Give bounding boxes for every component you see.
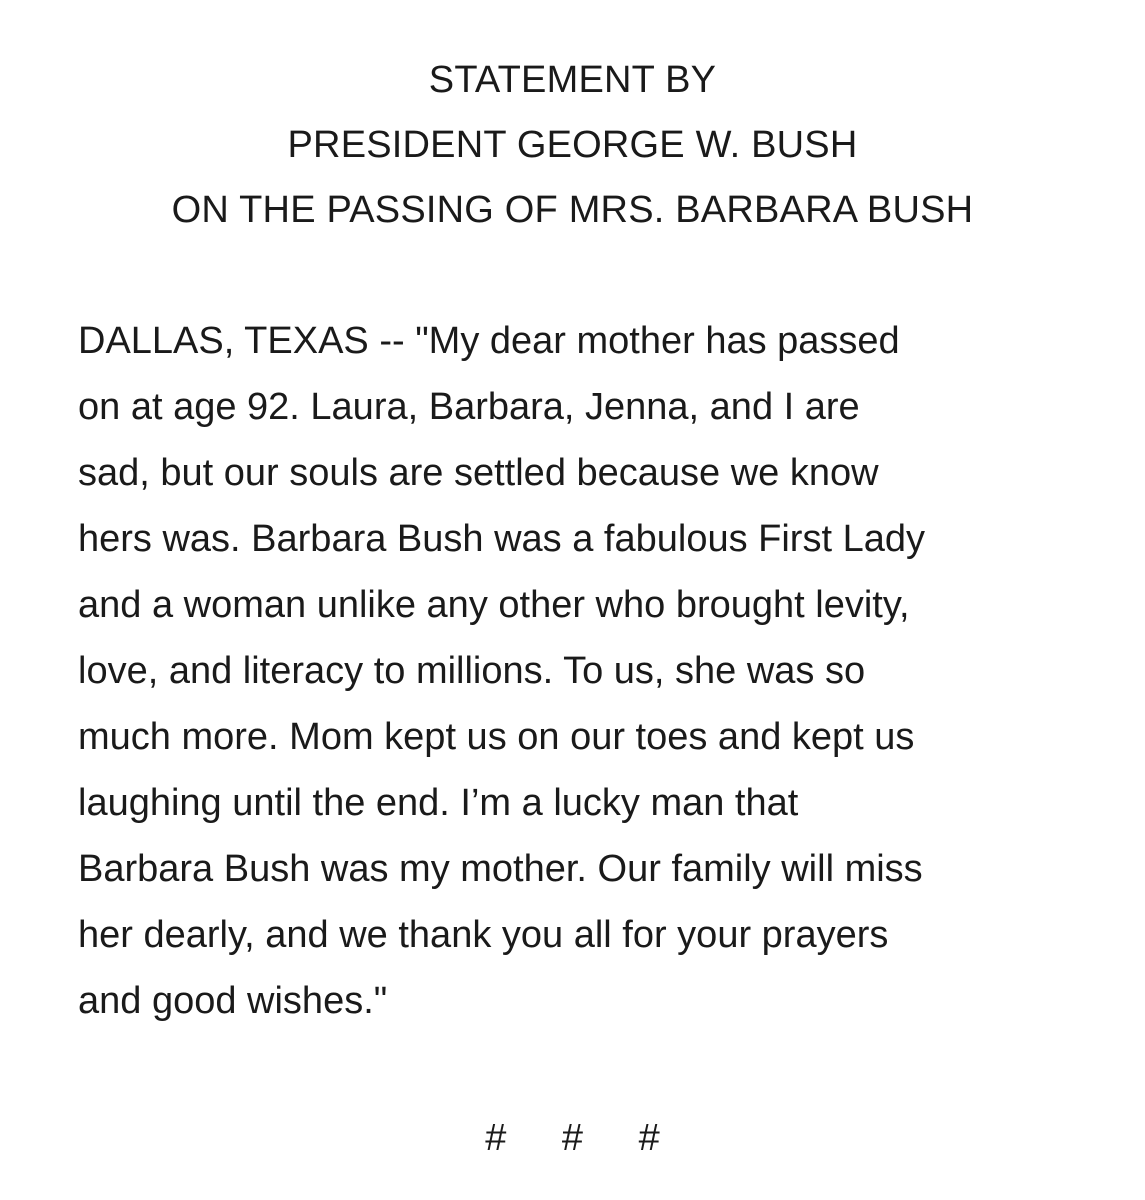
- body-line: hers was. Barbara Bush was a fabulous First Lady: [78, 518, 925, 560]
- body-line: Barbara Bush was my mother. Our family will miss: [78, 848, 923, 890]
- body-line: her dearly, and we thank you all for your prayers: [78, 914, 889, 956]
- end-mark: # # #: [485, 1117, 660, 1159]
- statement-body: [78, 308, 1088, 1034]
- body-line: DALLAS, TEXAS -- "My dear mother has passed: [78, 320, 900, 362]
- title-line: PRESIDENT GEORGE W. BUSH: [287, 124, 858, 166]
- body-line: and good wishes.": [78, 980, 388, 1022]
- statement-title: [0, 48, 1145, 243]
- title-line: ON THE PASSING OF MRS. BARBARA BUSH: [171, 189, 974, 231]
- title-line: STATEMENT BY: [428, 59, 717, 101]
- body-line: sad, but our souls are settled because we know: [78, 452, 879, 494]
- body-line: on at age 92. Laura, Barbara, Jenna, and I are: [78, 386, 860, 428]
- body-line: much more. Mom kept us on our toes and kept us: [78, 716, 915, 758]
- body-line: and a woman unlike any other who brought levity,: [78, 584, 910, 626]
- body-line: love, and literacy to millions. To us, she was so: [78, 650, 866, 692]
- body-line: laughing until the end. I’m a lucky man that: [78, 782, 799, 824]
